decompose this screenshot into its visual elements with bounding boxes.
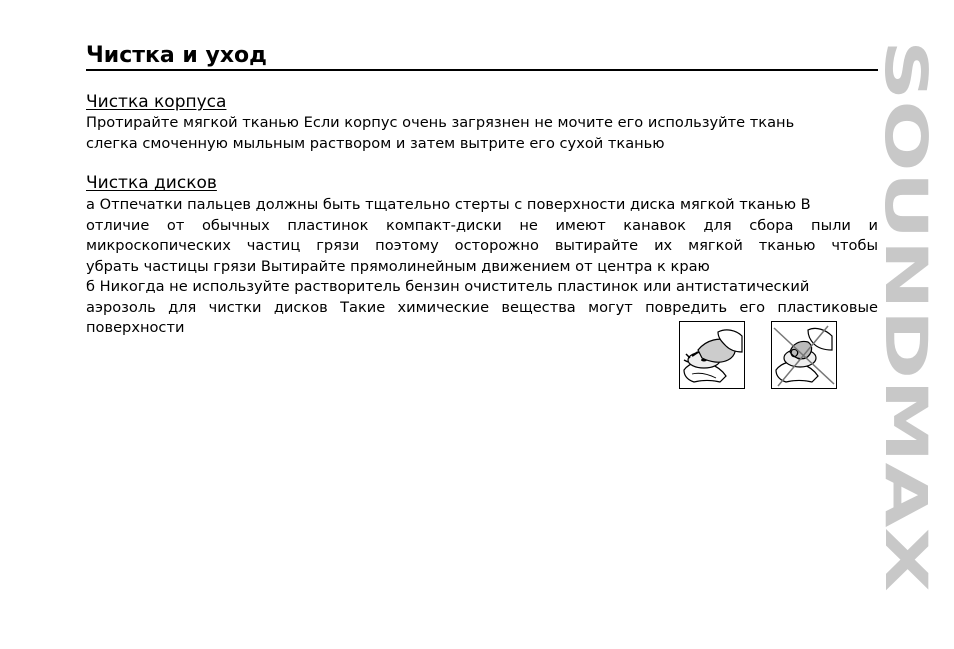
brand-logo-text: SOUNDMAX — [872, 40, 940, 423]
text-line: убрать частицы грязи Вытирайте прямолинейным движением от центра к краю — [86, 257, 710, 275]
brand-logo — [872, 38, 942, 598]
text-line: поверхности — [86, 319, 185, 336]
text-line: аэрозоль для чистки дисков Такие химические вещества могут повредить его пластиковые — [86, 298, 878, 316]
paragraph-body-cleaning — [86, 113, 878, 154]
text-line: а Отпечатки пальцев должны быть тщательно стерты с поверхности диска мягкой тканью В — [86, 196, 811, 213]
page-title: Чистка и уход — [86, 42, 878, 71]
text-line: микроскопических частиц грязи поэтому осторожно вытирайте их мягкой тканью чтобы — [86, 237, 878, 254]
hand-wiping-disc-icon — [680, 322, 744, 388]
illustration-wipe-disc-correct — [679, 321, 745, 389]
text-line: б Никогда не используйте растворитель бензин очиститель пластинок или антистатический — [86, 278, 810, 295]
section-heading-body-cleaning: Чистка корпуса — [86, 92, 227, 112]
hand-wiping-disc-crossed-icon — [772, 322, 836, 388]
text-line: Протирайте мягкой тканью Если корпус очень загрязнен не мочите его используйте ткань — [86, 114, 795, 131]
text-line: отличие от обычных пластинок компакт-диски не имеют канавок для сбора пыли и — [86, 216, 878, 234]
section-heading-disc-cleaning: Чистка дисков — [86, 173, 217, 193]
paragraph-disc-cleaning — [86, 195, 878, 339]
text-line: слегка смоченную мыльным раствором и затем вытрите его сухой тканью — [86, 134, 665, 152]
illustration-wipe-disc-incorrect — [771, 321, 837, 389]
